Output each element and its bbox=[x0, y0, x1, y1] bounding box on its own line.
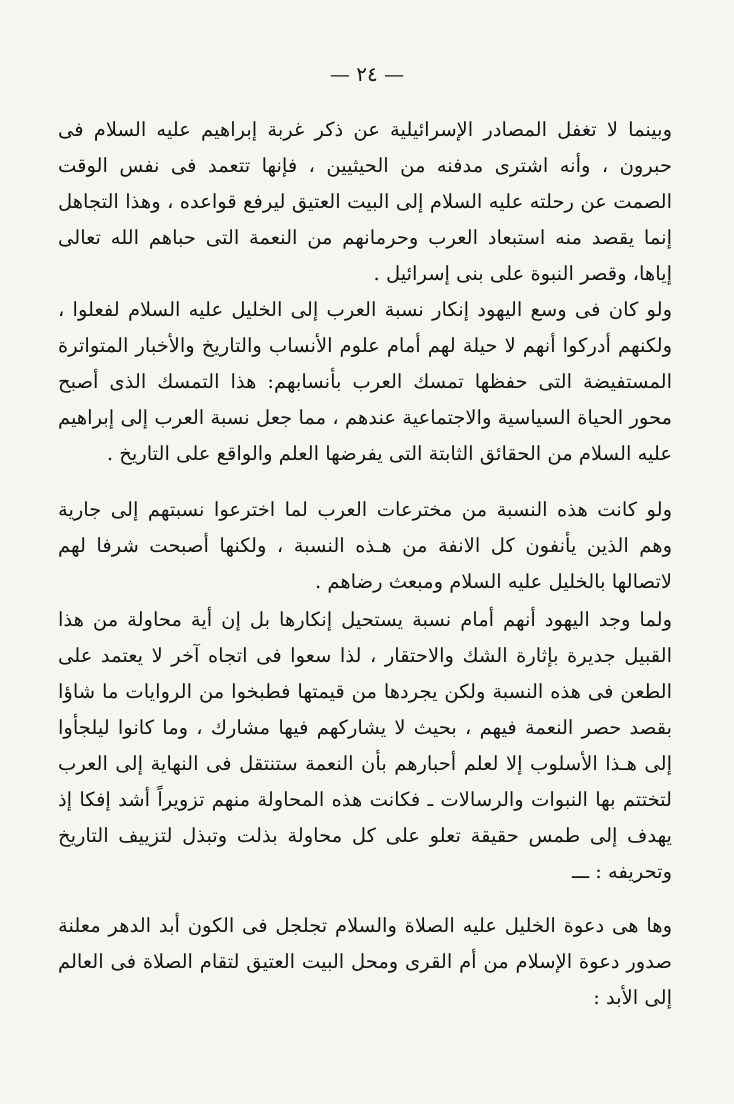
paragraph-5: وها هى دعوة الخليل عليه الصلاة والسلام تجلجل فى الكون أبد الدهر معلنة صدور دعوة الإسلام من أم القرى ومحل البيت العتيق لتقام الصلاة فى العالم إلى الأبد : bbox=[58, 914, 672, 1009]
page-number: — ٢٤ — bbox=[329, 62, 405, 86]
paragraph-3: ولو كانت هذه النسبة من مخترعات العرب لما اخترعوا نسبتهم إلى جارية وهم الذين يأنفون كل الانفة من هـذه النسبة ، ولكنها أصبحت شرفا لهم لاتصالها بالخليل عليه السلام ومبعث رضاهم . bbox=[58, 498, 672, 593]
paragraph-4: ولما وجد اليهود أنهم أمام نسبة يستحيل إنكارها بل إن أية محاولة من هذا القبيل جديرة بإثارة الشك والاحتقار ، لذا سعوا فى اتجاه آخر لا يعتمد على الطعن فى هذه النسبة ولكن يجردها من قيمتها فطبخوا من الروايات ما شاؤا بقصد حصر النعمة فيهم ، بحيث لا يشاركهم فيها مشارك ، وما كانوا ليلجأوا إلى هـذا الأسلوب إلا لعلم أحبارهم بأن النعمة ستنتقل فى النهاية إلى العرب لتختتم بها النبوات والرسالات ـ فكانت هذه المحاولة منهم تزويراً أشد إفكا إذ يهدف إلى طمس حقيقة تعلو على كل محاولة بذلت وتبذل لتزييف التاريخ وتحريفه : ـــ bbox=[58, 608, 672, 883]
paragraph-2: ولو كان فى وسع اليهود إنكار نسبة العرب إلى الخليل عليه السلام لفعلوا ، ولكنهم أدركوا أنهم لا حيلة لهم أمام علوم الأنساب والتاريخ والأخبار المتواترة المستفيضة التى حفظها تمسك العرب بأنسابهم: هذا التمسك الذى أصبح محور الحياة السياسية والاجتماعية عندهم ، مما جعل نسبة العرب إلى إبراهيم عليه السلام من الحقائق الثابتة التى يفرضها العلم والواقع على التاريخ . bbox=[58, 298, 672, 465]
paragraph-1: وبينما لا تغفل المصادر الإسرائيلية عن ذكر غربة إبراهيم عليه السلام فى حبرون ، وأنه اشترى مدفنه من الحيثيين ، فإنها تتعمد فى نفس الوقت الصمت عن رحلته عليه السلام إلى البيت العتيق ليرفع قواعده ، وهذا التجاهل إنما يقصد منه استبعاد العرب وحرمانهم من النعمة التى حباهم الله تعالى إياها، وقصر النبوة على بنى إسرائيل . bbox=[58, 118, 672, 285]
